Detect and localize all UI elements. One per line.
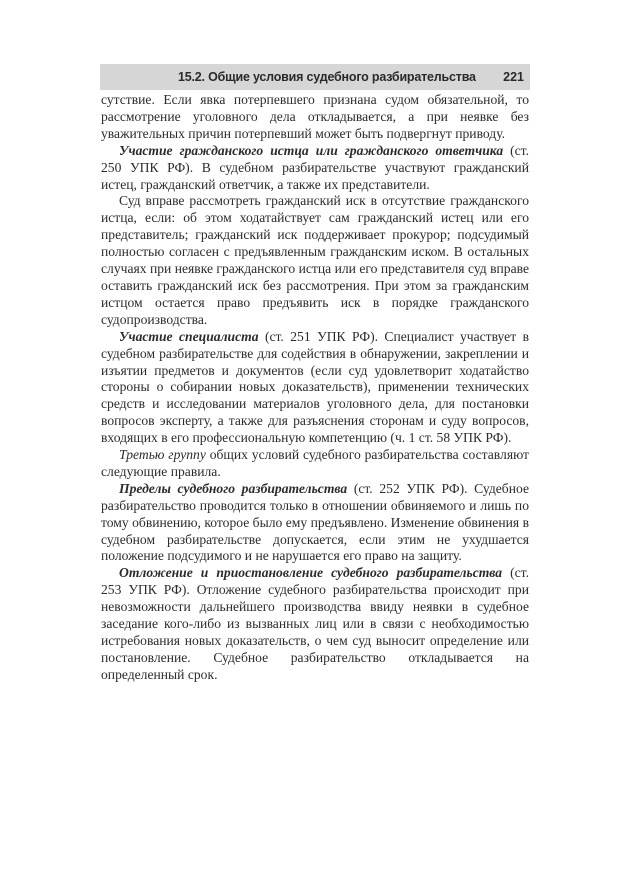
paragraph-text: Суд вправе рассмотреть гражданский иск в отсутствие гражданского истца, если: об этом ходатайствует сам гражданский истец или его представитель; гражданский иск поддерживает прокурор; подсудимый полностью согласен с предъявленным гражданским иском. В остальных случаях при неявке гражданского истца или его представителя суд вправе оставить гражданский иск без рассмотрения. При этом за гражданским истцом остается право предъявить иск в порядке гражданского судопроизводства. bbox=[101, 193, 529, 327]
section-term-heading: Участие специалиста bbox=[119, 328, 259, 344]
paragraph bbox=[101, 193, 529, 328]
italic-phrase: Третью группу bbox=[119, 447, 206, 463]
paragraph bbox=[101, 143, 529, 194]
section-term-heading: Отложение и приостановление судебного разбирательства bbox=[119, 565, 503, 581]
page-number: 221 bbox=[503, 70, 524, 84]
paragraph bbox=[101, 481, 529, 566]
page-body-text bbox=[101, 92, 529, 684]
paragraph-text: (ст. 251 УПК РФ). Специалист участвует в судебном разбирательстве для содействия в обнаружении, закреплении и изъятии предметов и документов (если суд удовлетворит ходатайство стороны о собирании новых доказательств), применении технических средств и исследовании материалов уголовного дела, для постановки вопросов эксперту, а также для разъяснения сторонам и суду вопросов, входящих в его профессиональную компетенцию (ч. 1 ст. 58 УПК РФ). bbox=[101, 328, 529, 446]
section-term-heading: Участие гражданского истца или гражданского ответчика bbox=[119, 142, 504, 158]
paragraph-text: (ст. 252 УПК РФ). Судебное разбирательство проводится только в отношении обвиняемого и лишь по тому обвинению, которое было ему предъявлено. Изменение обвинения в судебном разбирательстве допускается, если этим не ухудшается положение подсудимого и не нарушается его право на защиту. bbox=[101, 480, 529, 564]
paragraph-text: общих условий судебного разбирательства составляют следующие правила. bbox=[101, 447, 529, 479]
section-term-heading: Пределы судебного разбирательства bbox=[119, 480, 348, 496]
running-header-title: 15.2. Общие условия судебного разбирательства bbox=[178, 70, 476, 84]
paragraph bbox=[101, 92, 529, 143]
paragraph-text: (ст. 250 УПК РФ). В судебном разбирательстве участвуют гражданский истец, гражданский ответчик, а также их представители. bbox=[101, 142, 529, 192]
paragraph bbox=[101, 329, 529, 447]
paragraph bbox=[101, 447, 529, 481]
running-header bbox=[100, 64, 530, 90]
paragraph bbox=[101, 565, 529, 683]
paragraph-text: сутствие. Если явка потерпевшего признана судом обязательной, то рассмотрение уголовного дела откладывается, а при неявке без уважительных причин потерпевший может быть подвергнут приводу. bbox=[101, 92, 529, 141]
paragraph-text: (ст. 253 УПК РФ). Отложение судебного разбирательства происходит при невозможности дальнейшего производства ввиду неявки в судебное заседание кого-либо из вызванных лиц или в связи с необходимостью истребования новых доказательств, о чем суд выносит определение или постановление. Судебное разбирательство откладывается на определенный срок. bbox=[101, 565, 529, 682]
